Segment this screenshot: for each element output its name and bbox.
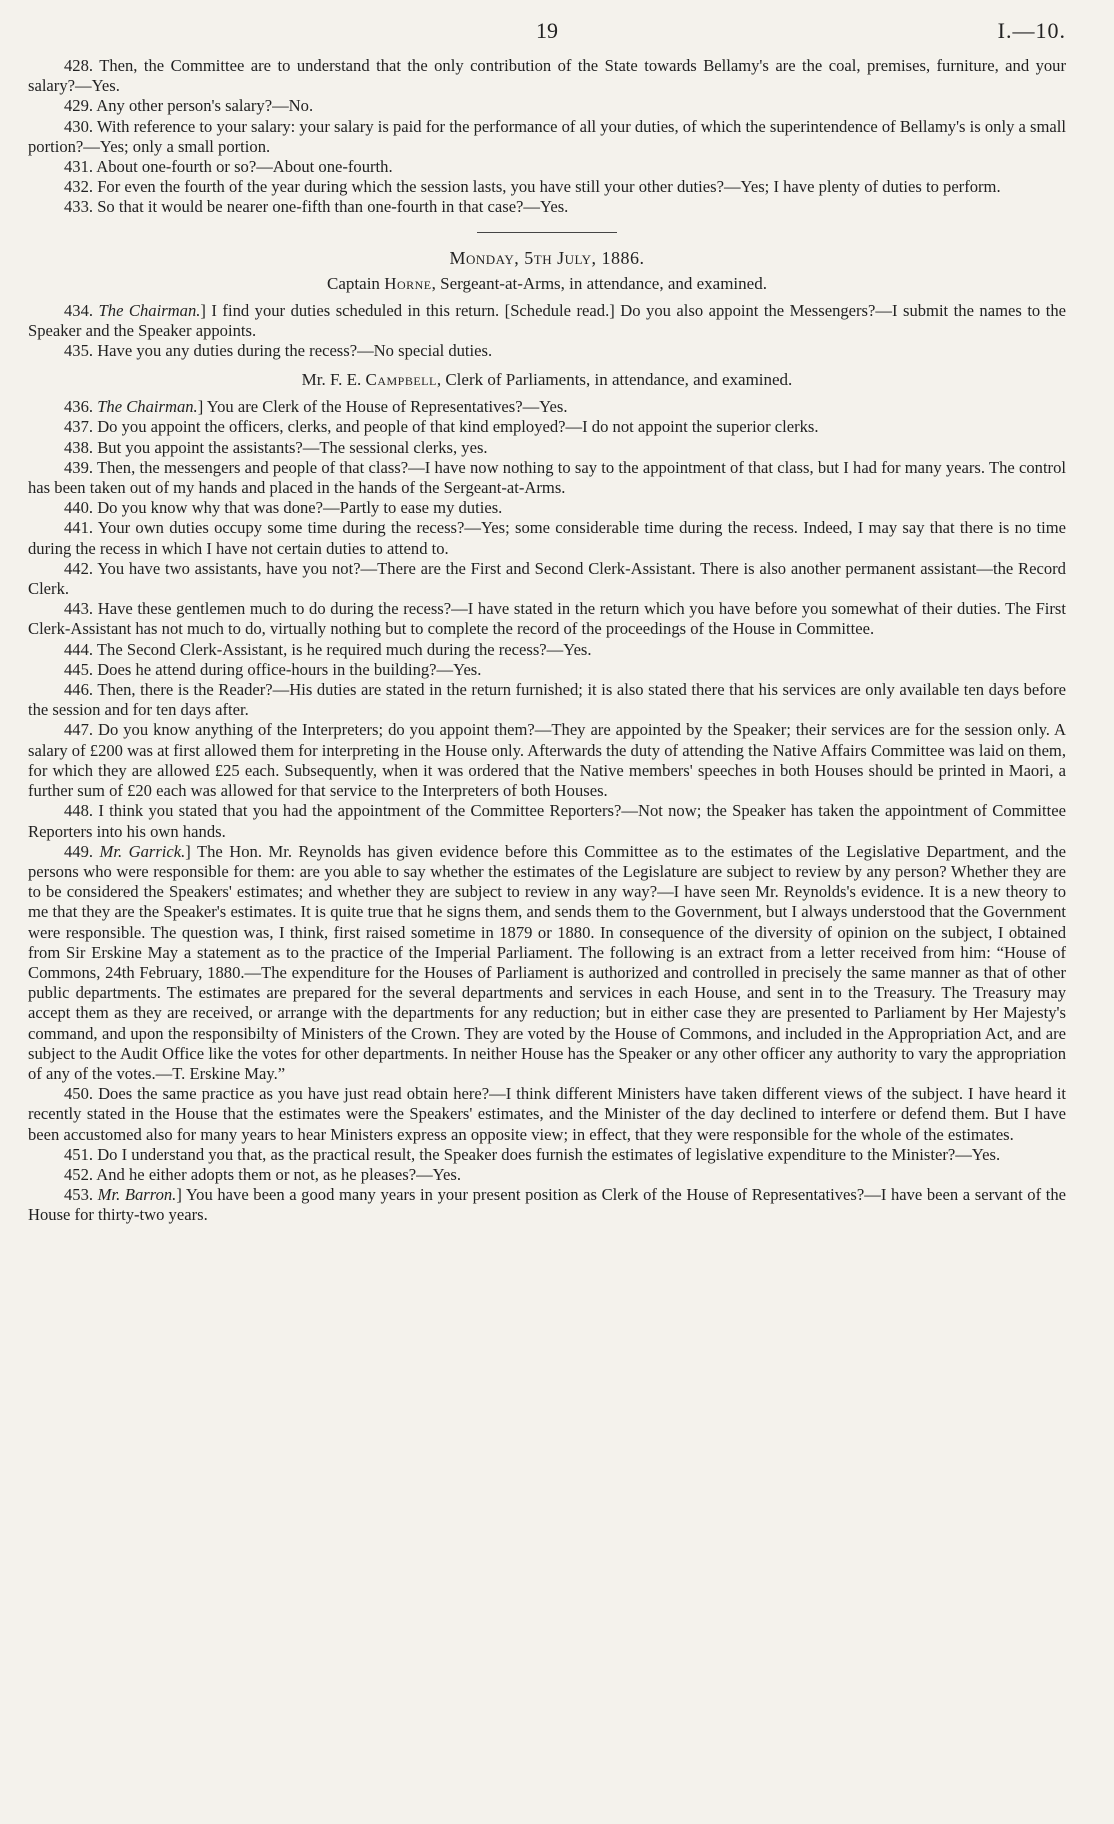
question-text: Have you any duties during the recess?—No special duties.: [97, 341, 493, 361]
question-number: 434.: [64, 300, 94, 320]
question-paragraph: [28, 397, 1066, 417]
section-divider: [477, 232, 617, 233]
question-block-c: [28, 397, 1066, 1225]
question-text: ] You have been a good many years in your present position as Clerk of the House of Representatives?—I have been a servant of the House for thirty-two years.: [28, 1185, 1066, 1225]
question-number: 445.: [64, 659, 94, 679]
question-paragraph: [28, 417, 1066, 437]
hearing-date-rest: , 5th July, 1886.: [514, 247, 645, 268]
document-reference: I.—10.: [997, 18, 1066, 43]
question-number: 441.: [64, 518, 94, 538]
question-paragraph: [28, 559, 1066, 599]
question-text: I think you stated that you had the appointment of the Committee Reporters?—Not now; the Speaker has taken the appointment of Committee Reporters into his own hands.: [28, 801, 1066, 841]
question-paragraph: [28, 640, 1066, 660]
question-text: ] The Hon. Mr. Reynolds has given evidence before this Committee as to the estimates of the Legislative Department, and the persons who were responsible for them: are you able to say whether the estimates of the Legislature are subject to review by any person? Whether they are to be considered the Speakers' estimates; and whether they are subject to review in any way?—I have seen Mr. Reynolds's evidence. It is a new theory to me that they are the Speaker's estimates. It is quite true that he signs them, and sends them to the Government, but I always understood that the Government were responsible. The question was, I think, first raised sometime in 1879 or 1880. In consequence of the diversity of opinion on the subject, I obtained from Sir Erskine May a statement as to the practice of the Imperial Parliament. The following is an extract from a letter received from him: “House of Commons, 24th February, 1880.—The expenditure for the Houses of Parliament is authorized and controlled in precisely the same manner as that of other public departments. The estimates are prepared for the several departments and services in each House, and sent in to the Treasury. The Treasury may accept them as they are received, or arrange with the departments for any reduction; but in either case they are presented to Parliament by Her Majesty's command, and upon the responsibilty of Ministers of the Crown. They are voted by the House of Commons, and included in the Appropriation Act, and are subject to the Audit Office like the votes for other departments. In neither House has the Speaker or any other officer any authority to vary the appropriation of any of the votes.—T. Erskine May.”: [28, 841, 1067, 1083]
question-paragraph: [28, 177, 1066, 197]
question-text: About one-fourth or so?—About one-fourth.: [96, 157, 393, 177]
question-text: Then, there is the Reader?—His duties are stated in the return furnished; it is also stated there that his services are only available ten days before the session and for ten days after.: [28, 680, 1066, 720]
question-number: 439.: [64, 457, 94, 477]
question-text: Do you appoint the officers, clerks, and people of that kind employed?—I do not appoint the superior clerks.: [97, 417, 819, 437]
question-number: 438.: [64, 437, 94, 457]
witness-heading-campbell: [28, 369, 1066, 391]
question-paragraph: [28, 680, 1066, 720]
question-text: ] I find your duties scheduled in this return. [Schedule read.] Do you also appoint the Messengers?—I submit the names to the Speaker and the Speaker appoints.: [28, 300, 1066, 340]
question-number: 448.: [64, 801, 94, 821]
question-text: With reference to your salary: your salary is paid for the performance of all your duties, of which the superintendence of Bellamy's is only a small portion?—Yes; only a small portion.: [28, 116, 1066, 156]
question-text: You have two assistants, have you not?—There are the First and Second Clerk-Assistant. There is also another permanent assistant—the Record Clerk.: [28, 558, 1066, 599]
question-text: Have these gentlemen much to do during the recess?—I have stated in the return which you have before you somewhat of their duties. The First Clerk-Assistant has not much to do, virtually nothing but to complete the record of the proceedings of the House in Committee.: [28, 599, 1066, 639]
question-paragraph: [28, 1165, 1066, 1185]
question-number: 433.: [64, 197, 94, 217]
question-number: 444.: [64, 639, 94, 659]
question-text: Your own duties occupy some time during the recess?—Yes; some considerable time during the recess. Indeed, I may say that there is no time during the recess in which I have not certain duties to attend to.: [28, 518, 1066, 558]
question-number: 452.: [64, 1164, 94, 1184]
question-paragraph: [28, 301, 1066, 341]
question-number: 431.: [64, 157, 94, 177]
question-number: 446.: [64, 680, 94, 700]
question-text: For even the fourth of the year during which the session lasts, you have still your other duties?—Yes; I have plenty of duties to perform.: [97, 177, 1001, 197]
question-paragraph: [28, 197, 1066, 217]
speaker-name: The Chairman.: [97, 397, 198, 417]
question-number: 429.: [64, 96, 94, 116]
question-paragraph: [28, 842, 1066, 1084]
question-paragraph: [28, 438, 1066, 458]
question-paragraph: [28, 801, 1066, 841]
question-text: But you appoint the assistants?—The sessional clerks, yes.: [97, 437, 488, 457]
question-paragraph: [28, 96, 1066, 116]
question-number: 440.: [64, 498, 94, 518]
question-number: 451.: [64, 1144, 94, 1164]
hearing-date: [28, 247, 1066, 269]
witness-heading-horne: [28, 273, 1066, 295]
question-text: Do you know why that was done?—Partly to ease my duties.: [97, 498, 503, 518]
speaker-name: Mr. Barron.: [97, 1185, 177, 1205]
question-paragraph: [28, 1084, 1066, 1145]
question-paragraph: [28, 157, 1066, 177]
question-number: 435.: [64, 341, 94, 361]
speaker-name: The Chairman.: [98, 300, 201, 320]
question-block-b: [28, 301, 1066, 362]
question-text: Then, the Committee are to understand that the only contribution of the State towards Bellamy's are the coal, premises, furniture, and your salary?—Yes.: [28, 56, 1066, 96]
question-text: Do I understand you that, as the practical result, the Speaker does furnish the estimates of legislative expenditure to the Minister?—Yes.: [97, 1144, 1001, 1164]
question-paragraph: [28, 498, 1066, 518]
question-number: 442.: [64, 558, 94, 578]
question-paragraph: [28, 117, 1066, 157]
page-header: [28, 12, 1066, 52]
question-number: 432.: [64, 177, 94, 197]
question-number: 447.: [64, 720, 94, 740]
hearing-day: Monday: [449, 247, 515, 268]
question-text: Any other person's salary?—No.: [96, 96, 314, 116]
question-paragraph: [28, 1145, 1066, 1165]
question-number: 436.: [64, 397, 94, 417]
question-paragraph: [28, 660, 1066, 680]
question-text: Then, the messengers and people of that class?—I have now nothing to say to the appointment of that class, but I had for many years. The control has been taken out of my hands and placed in the hands of the Sergeant-at-Arms.: [28, 457, 1066, 498]
witness-description: , Clerk of Parliaments, in attendance, and examined.: [436, 370, 793, 390]
page-number: 19: [536, 18, 558, 43]
question-text: Does the same practice as you have just read obtain here?—I think different Ministers have taken different views of the subject. I have heard it recently stated in the House that the estimates were the Speakers' estimates, and the Minister of the day declined to interfere or defend them. But I have been accustomed also for many years to hear Ministers express an opposite view; in effect, that they were responsible for the whole of the estimates.: [28, 1084, 1066, 1144]
question-number: 430.: [64, 116, 94, 136]
question-number: 428.: [64, 56, 94, 75]
question-paragraph: [28, 56, 1066, 96]
question-paragraph: [28, 341, 1066, 361]
witness-name: Horne: [384, 273, 432, 293]
question-text: Do you know anything of the Interpreters; do you appoint them?—They are appointed by the Speaker; their services are for the session only. A salary of £200 was at first allowed them for interpreting in the House only. Afterwards the duty of attending the Native Affairs Committee was laid on them, for which they are allowed £25 each. Subsequently, when it was ordered that the Native members' speeches in both Houses should be printed in Maori, a further sum of £20 each was allowed for that service to the Interpreters of both Houses.: [28, 720, 1066, 801]
witness-name: Campbell: [365, 370, 437, 390]
question-text: And he either adopts them or not, as he pleases?—Yes.: [96, 1164, 461, 1184]
question-text: Does he attend during office-hours in the building?—Yes.: [97, 659, 482, 679]
question-text: ] You are Clerk of the House of Representatives?—Yes.: [197, 397, 568, 417]
question-block-a: [28, 56, 1066, 218]
question-text: So that it would be nearer one-fifth than one-fourth in that case?—Yes.: [97, 197, 569, 217]
question-paragraph: [28, 599, 1066, 639]
witness-title: Captain: [327, 273, 385, 293]
question-paragraph: [28, 1185, 1066, 1225]
speaker-name: Mr. Garrick.: [99, 841, 186, 861]
witness-title: Mr. F. E.: [301, 370, 366, 390]
question-number: 450.: [64, 1084, 94, 1104]
witness-description: , Sergeant-at-Arms, in attendance, and examined.: [431, 273, 767, 293]
question-text: The Second Clerk-Assistant, is he required much during the recess?—Yes.: [96, 639, 592, 659]
question-number: 453.: [64, 1185, 94, 1205]
question-paragraph: [28, 458, 1066, 498]
question-paragraph: [28, 518, 1066, 558]
question-number: 449.: [64, 841, 94, 861]
question-number: 443.: [64, 599, 94, 619]
question-number: 437.: [64, 417, 94, 437]
question-paragraph: [28, 720, 1066, 801]
